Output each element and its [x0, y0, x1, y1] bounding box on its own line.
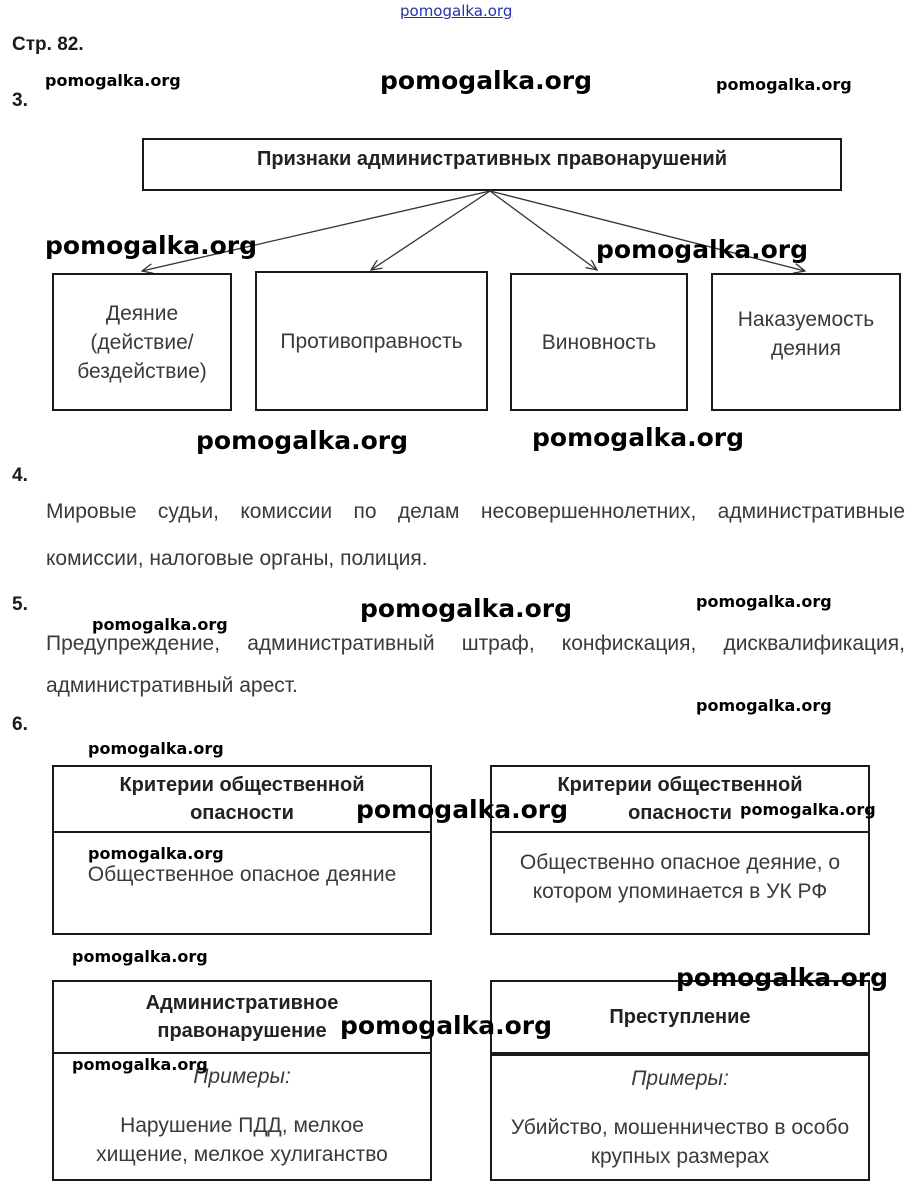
main-title: Признаки административных правонарушений	[256, 147, 728, 170]
left-criteria-text: Общественное опасное деяние	[87, 863, 397, 886]
watermark: pomogalka.org	[92, 615, 228, 634]
left-criteria-title: Критерии общественной опасности	[119, 774, 365, 824]
watermark: pomogalka.org	[72, 947, 208, 966]
arrow-to-vinovnost	[490, 191, 597, 270]
watermark: pomogalka.org	[676, 963, 889, 992]
sign-box-vinovnost	[510, 273, 688, 411]
sign-deyanie: Деяние (действие/ бездействие)	[77, 301, 207, 383]
watermark: pomogalka.org	[696, 592, 832, 611]
right-examples-label: Примеры:	[631, 1067, 729, 1090]
task-5-line-1: Предупреждение, административный штраф, конфискация, дисквалификация,	[46, 632, 905, 655]
sign-box-protivopravnost	[255, 271, 488, 411]
watermark: pomogalka.org	[45, 231, 258, 260]
left-type-title: Административное правонарушение	[145, 992, 339, 1042]
watermark: pomogalka.org	[532, 423, 745, 452]
right-criteria-title: Критерии общественной опасности	[557, 774, 803, 824]
watermark: pomogalka.org	[740, 800, 876, 819]
task-4-line-2: комиссии, налоговые органы, полиция.	[46, 547, 428, 570]
task-6-number: 6.	[12, 714, 28, 735]
watermark: pomogalka.org	[72, 1055, 208, 1074]
sign-box-nakazuemost	[711, 273, 901, 411]
watermark: pomogalka.org	[596, 235, 809, 264]
left-examples-label: Примеры:	[193, 1065, 291, 1088]
watermark: pomogalka.org	[380, 66, 593, 95]
watermark: pomogalka.org	[88, 844, 224, 863]
sign-box-deyanie	[52, 273, 232, 411]
watermark: pomogalka.org	[340, 1011, 553, 1040]
task-4-number: 4.	[12, 465, 28, 486]
right-type-title: Преступление	[609, 1006, 751, 1028]
sign-vinovnost: Виновность	[541, 330, 657, 354]
watermark-top-link[interactable]: pomogalka.org	[400, 2, 513, 20]
right-examples-text: Убийство, мошенничество в особо крупных размерах	[510, 1116, 850, 1168]
watermark: pomogalka.org	[196, 426, 409, 455]
page-label: Стр. 82.	[12, 34, 84, 55]
watermark: pomogalka.org	[360, 594, 573, 623]
watermark: pomogalka.org	[716, 75, 852, 94]
left-examples-text: Нарушение ПДД, мелкое хищение, мелкое хулиганство	[96, 1114, 388, 1166]
watermark: pomogalka.org	[696, 696, 832, 715]
task-3-number: 3.	[12, 90, 28, 111]
right-criteria-text: Общественно опасное деяние, о котором упоминается в УК РФ	[519, 851, 841, 903]
task-5-line-2: административный арест.	[46, 674, 298, 697]
right-criteria-table	[490, 765, 870, 935]
task-4-line-1: Мировые судьи, комиссии по делам несовершеннолетних, административные	[46, 500, 905, 523]
sign-nakazuemost: Наказуемость деяния	[737, 308, 875, 360]
watermark: pomogalka.org	[356, 795, 569, 824]
watermark: pomogalka.org	[45, 71, 181, 90]
arrow-to-protivopravnost	[371, 191, 490, 270]
task-5-number: 5.	[12, 594, 28, 615]
sign-protivopravnost: Противоправность	[280, 329, 463, 353]
watermark: pomogalka.org	[88, 739, 224, 758]
